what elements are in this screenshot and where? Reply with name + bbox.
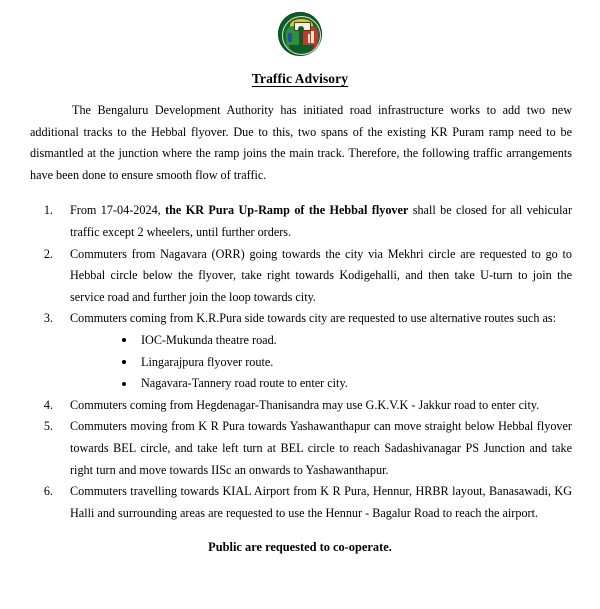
emblem-tower-secondary-icon xyxy=(308,34,310,43)
list-item xyxy=(56,244,572,309)
sub-item-3-text: Nagavara-Tannery road route to enter city. xyxy=(141,376,348,391)
sub-item-1-text: IOC-Mukunda theatre road. xyxy=(141,332,277,347)
item-3-text: Commuters coming from K.R.Pura side towards city are requested to use alternative routes such as: xyxy=(70,311,557,326)
item-4-text: Commuters coming from Hegdenagar-Thanisandra may use G.K.V.K - Jakkur road to enter city. xyxy=(70,397,540,412)
list-item xyxy=(56,308,572,394)
item-6-text: Commuters travelling towards KIAL Airport from K R Pura, Hennur, HRBR layout, Banasawadi, KG Halli and surrounding areas are requested to use the Hennur - Bagalur Road to reach the airport. xyxy=(70,484,572,520)
list-item xyxy=(122,330,572,352)
emblem-tower-icon xyxy=(311,31,314,43)
list-item xyxy=(122,352,572,374)
emblem-traffic-signal-icon xyxy=(288,33,292,42)
item-2-text: Commuters from Nagavara (ORR) going towards the city via Mekhri circle are requested to go to Hebbal circle below the flyover, take right towards Kodigehalli, and then take U-turn to join the service road and further join the loop towards city. xyxy=(70,246,572,304)
emblem-officer-body xyxy=(299,29,303,46)
emblem-inner-ring xyxy=(282,16,321,55)
item-1-text-before-bold: From 17-04-2024, xyxy=(70,203,166,218)
bullet-icon xyxy=(122,360,126,364)
list-item xyxy=(56,200,572,243)
list-item xyxy=(56,416,572,481)
footer-note: Public are requested to co-operate. xyxy=(208,540,392,555)
alternative-routes-list xyxy=(70,330,572,395)
bullet-icon xyxy=(122,338,126,342)
item-5-text: Commuters moving from K R Pura towards Yashawanthapur can move straight below Hebbal flyover towards BEL circle, and take left turn at BEL circle to reach Sadashivanagar PS Junction and take right turn and move towards IISc an onwards to Yashawanthapur. xyxy=(70,419,572,477)
emblem-base-band xyxy=(289,45,314,52)
item-1-bold-text: the KR Pura Up-Ramp of the Hebbal flyover xyxy=(165,203,409,218)
emblem-container xyxy=(0,0,600,56)
bullet-icon xyxy=(122,382,126,386)
page-title xyxy=(0,71,600,87)
bengaluru-traffic-police-emblem-icon xyxy=(278,12,322,56)
list-item xyxy=(122,373,572,395)
list-item xyxy=(56,481,572,524)
intro-paragraph: The Bengaluru Development Authority has initiated road infrastructure works to add two new additional tracks to the Hebbal flyover. Due to this, two spans of the existing KR Puram ramp need to be dismantled at the junction where the ramp joins the main track. Therefore, the following traffic arrangements have been done to ensure smooth flow of traffic. xyxy=(30,103,572,182)
advisory-list xyxy=(30,200,572,524)
list-item xyxy=(56,395,572,417)
item-1-text-after-bold: shall be closed for all vehicular traffic except 2 wheelers, until further orders. xyxy=(70,203,573,239)
sub-item-2-text: Lingarajpura flyover route. xyxy=(141,354,274,369)
page-title-text: Traffic Advisory xyxy=(251,71,349,86)
